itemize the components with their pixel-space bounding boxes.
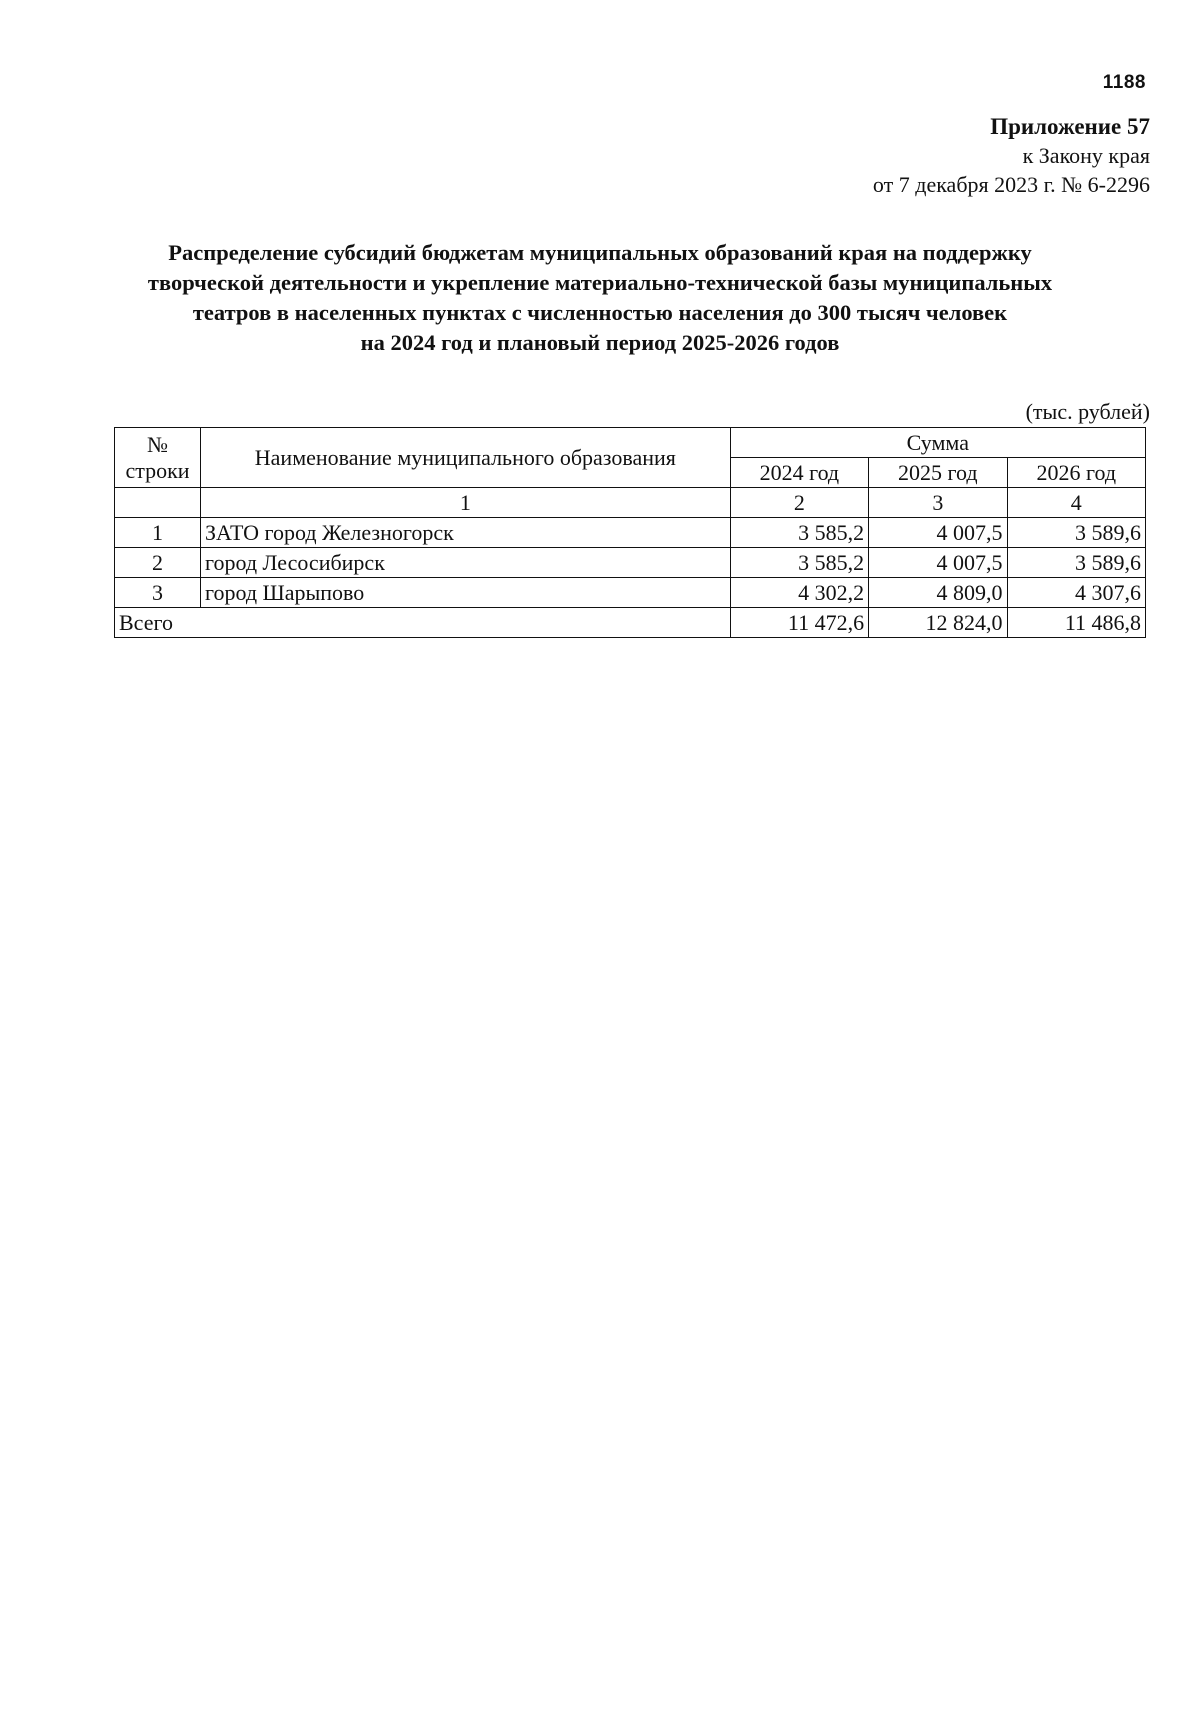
row-number: 1 bbox=[115, 518, 201, 548]
table-row bbox=[115, 518, 1146, 548]
column-number: 2 bbox=[730, 488, 868, 518]
amount-2026: 3 589,6 bbox=[1007, 518, 1145, 548]
amount-2025: 4 007,5 bbox=[869, 518, 1007, 548]
title-line: на 2024 год и плановый период 2025-2026 годов bbox=[360, 330, 840, 355]
table-row bbox=[115, 548, 1146, 578]
annex-law-reference: к Закону края bbox=[1022, 143, 1150, 168]
header-no-word: строки bbox=[125, 457, 190, 483]
total-label: Всего bbox=[115, 608, 731, 638]
amount-2024: 3 585,2 bbox=[730, 518, 868, 548]
municipality-name: город Лесосибирск bbox=[201, 548, 731, 578]
units-label: (тыс. рублей) bbox=[1025, 399, 1150, 424]
table-header-row bbox=[115, 428, 1146, 458]
annex-title: Приложение 57 bbox=[990, 114, 1150, 139]
header-year-2026: 2026 год bbox=[1007, 458, 1145, 488]
header-row-number bbox=[115, 428, 201, 488]
amount-2025: 4 809,0 bbox=[869, 578, 1007, 608]
amount-2026: 3 589,6 bbox=[1007, 548, 1145, 578]
municipality-name: город Шарыпово bbox=[201, 578, 731, 608]
amount-2024: 4 302,2 bbox=[730, 578, 868, 608]
column-number: 3 bbox=[869, 488, 1007, 518]
subsidy-table bbox=[114, 427, 1146, 638]
annex-law-date: от 7 декабря 2023 г. № 6-2296 bbox=[872, 172, 1150, 197]
amount-2026: 4 307,6 bbox=[1007, 578, 1145, 608]
header-municipality-name: Наименование муниципального образования bbox=[201, 428, 731, 488]
row-number: 2 bbox=[115, 548, 201, 578]
amount-2025: 4 007,5 bbox=[869, 548, 1007, 578]
title-line: театров в населенных пунктах с численностью населения до 300 тысяч человек bbox=[192, 300, 1008, 325]
annex-block bbox=[873, 112, 1150, 199]
total-2024: 11 472,6 bbox=[730, 608, 868, 638]
row-number: 3 bbox=[115, 578, 201, 608]
document-title bbox=[100, 238, 1100, 358]
amount-2024: 3 585,2 bbox=[730, 548, 868, 578]
header-no-symbol: № bbox=[147, 431, 168, 457]
column-number: 1 bbox=[201, 488, 731, 518]
title-line: творческой деятельности и укрепление материально-технической базы муниципальных bbox=[147, 270, 1053, 295]
column-number: 4 bbox=[1007, 488, 1145, 518]
column-number-empty bbox=[115, 488, 201, 518]
title-line: Распределение субсидий бюджетам муниципальных образований края на поддержку bbox=[168, 240, 1032, 265]
table-row bbox=[115, 578, 1146, 608]
header-year-2024: 2024 год bbox=[730, 458, 868, 488]
municipality-name: ЗАТО город Железногорск bbox=[201, 518, 731, 548]
column-numbers-row bbox=[115, 488, 1146, 518]
header-sum: Сумма bbox=[730, 428, 1145, 458]
table-total-row bbox=[115, 608, 1146, 638]
total-2025: 12 824,0 bbox=[869, 608, 1007, 638]
total-2026: 11 486,8 bbox=[1007, 608, 1145, 638]
page-number: 1188 bbox=[1102, 72, 1146, 93]
header-year-2025: 2025 год bbox=[869, 458, 1007, 488]
